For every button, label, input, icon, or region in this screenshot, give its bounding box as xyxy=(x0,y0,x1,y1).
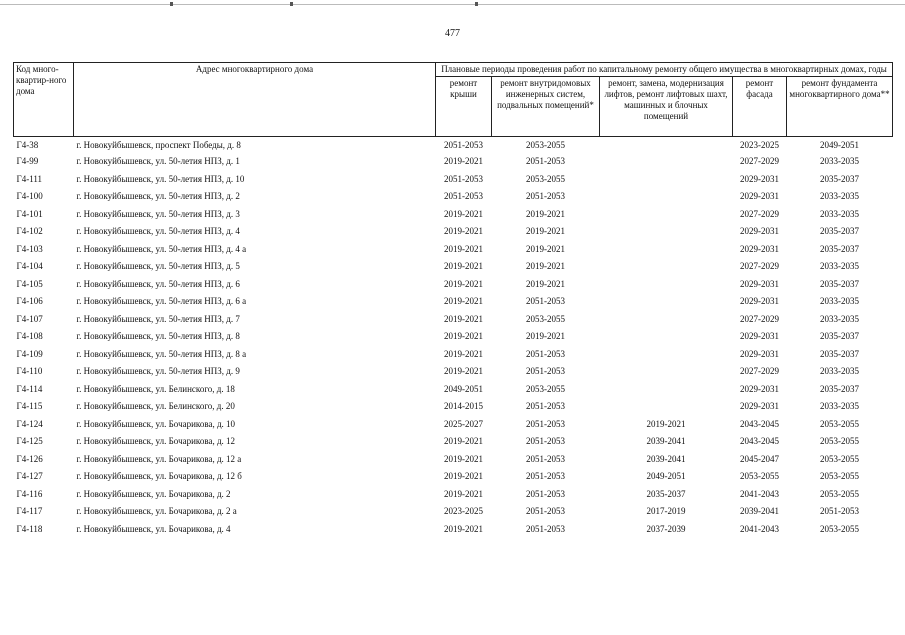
facade-period-cell: 2027-2029 xyxy=(740,208,779,219)
systems-period-cell: 2051-2053 xyxy=(526,296,565,307)
table-row xyxy=(14,328,893,346)
address-cell: г. Новокуйбышевск, ул. Бочарикова, д. 12 б xyxy=(76,471,242,482)
address-cell: г. Новокуйбышевск, ул. Бочарикова, д. 2 а xyxy=(76,506,237,517)
table-row xyxy=(14,346,893,364)
systems-period-cell: 2051-2053 xyxy=(526,191,565,202)
roof-period-cell: 2019-2021 xyxy=(444,471,483,482)
roof-period-cell: 2019-2021 xyxy=(444,348,483,359)
facade-period-cell: 2023-2025 xyxy=(740,139,779,150)
foundation-period-cell: 2049-2051 xyxy=(820,139,860,150)
foundation-period-cell: 2051-2053 xyxy=(820,506,860,517)
code-cell: Г4-125 xyxy=(16,436,43,447)
roof-period-cell: 2019-2021 xyxy=(444,488,483,499)
roof-period-cell: 2014-2015 xyxy=(444,401,483,412)
systems-period-cell: 2019-2021 xyxy=(526,226,565,237)
page-number: 477 xyxy=(445,28,460,39)
lifts-period-cell xyxy=(600,276,733,294)
address-cell: г. Новокуйбышевск, ул. 50-летия НПЗ, д. 7 xyxy=(76,313,240,324)
code-cell: Г4-117 xyxy=(16,506,43,517)
roof-period-cell: 2019-2021 xyxy=(444,156,483,167)
systems-period-cell: 2051-2053 xyxy=(526,366,565,377)
address-cell: г. Новокуйбышевск, ул. 50-летия НПЗ, д. 8 а xyxy=(76,348,247,359)
roof-period-cell: 2049-2051 xyxy=(444,383,483,394)
facade-period-cell: 2029-2031 xyxy=(740,401,779,412)
header-code: Код много-квартир-ного дома xyxy=(14,63,74,137)
code-cell: Г4-126 xyxy=(16,453,43,464)
lifts-period-cell: 2017-2019 xyxy=(646,506,686,517)
table-row xyxy=(14,311,893,329)
lifts-period-cell xyxy=(600,328,733,346)
lifts-period-cell: 2049-2051 xyxy=(646,471,686,482)
address-cell: г. Новокуйбышевск, ул. Белинского, д. 18 xyxy=(76,383,235,394)
address-cell: г. Новокуйбышевск, ул. Бочарикова, д. 4 xyxy=(76,523,231,534)
header-roof: ремонт крыши xyxy=(436,77,492,137)
lifts-period-cell xyxy=(600,311,733,329)
roof-period-cell: 2019-2021 xyxy=(444,243,483,254)
foundation-period-cell: 2033-2035 xyxy=(820,156,860,167)
systems-period-cell: 2053-2055 xyxy=(526,173,565,184)
lifts-period-cell xyxy=(600,363,733,381)
systems-period-cell: 2051-2053 xyxy=(526,523,565,534)
systems-period-cell: 2051-2053 xyxy=(526,348,565,359)
address-cell: г. Новокуйбышевск, ул. Бочарикова, д. 12 а xyxy=(76,453,242,464)
header-lifts: ремонт, замена, модернизация лифтов, ремонт лифтовых шахт, машинных и блочных помещений xyxy=(600,77,733,137)
systems-period-cell: 2053-2055 xyxy=(526,139,565,150)
lifts-period-cell xyxy=(600,223,733,241)
code-cell: Г4-114 xyxy=(16,383,43,394)
lifts-period-cell xyxy=(600,398,733,416)
lifts-period-cell xyxy=(600,137,733,154)
roof-period-cell: 2019-2021 xyxy=(444,331,483,342)
roof-period-cell: 2051-2053 xyxy=(444,173,483,184)
facade-period-cell: 2029-2031 xyxy=(740,173,779,184)
address-cell: г. Новокуйбышевск, ул. Бочарикова, д. 10 xyxy=(76,418,236,429)
roof-period-cell: 2019-2021 xyxy=(444,313,483,324)
foundation-period-cell: 2053-2055 xyxy=(820,418,860,429)
foundation-period-cell: 2033-2035 xyxy=(820,401,860,412)
roof-period-cell: 2019-2021 xyxy=(444,296,483,307)
facade-period-cell: 2029-2031 xyxy=(740,348,779,359)
code-cell: Г4-103 xyxy=(16,243,43,254)
scan-mark xyxy=(170,2,173,6)
address-cell: г. Новокуйбышевск, ул. 50-летия НПЗ, д. 2 xyxy=(76,191,240,202)
address-cell: г. Новокуйбышевск, ул. Бочарикова, д. 12 xyxy=(76,436,236,447)
lifts-period-cell xyxy=(600,241,733,259)
roof-period-cell: 2051-2053 xyxy=(444,191,483,202)
code-cell: Г4-38 xyxy=(16,139,39,150)
systems-period-cell: 2051-2053 xyxy=(526,488,565,499)
lifts-period-cell xyxy=(600,258,733,276)
table-row xyxy=(14,503,893,521)
facade-period-cell: 2029-2031 xyxy=(740,191,779,202)
lifts-period-cell xyxy=(600,206,733,224)
code-cell: Г4-105 xyxy=(16,278,43,289)
facade-period-cell: 2043-2045 xyxy=(740,418,779,429)
facade-period-cell: 2039-2041 xyxy=(740,506,779,517)
table-row xyxy=(14,206,893,224)
address-cell: г. Новокуйбышевск, ул. Белинского, д. 20 xyxy=(76,401,235,412)
address-cell: г. Новокуйбышевск, ул. 50-летия НПЗ, д. 6 xyxy=(76,278,240,289)
foundation-period-cell: 2035-2037 xyxy=(820,348,860,359)
code-cell: Г4-109 xyxy=(16,348,43,359)
lifts-period-cell: 2039-2041 xyxy=(646,436,686,447)
lifts-period-cell: 2039-2041 xyxy=(646,453,686,464)
table-row xyxy=(14,398,893,416)
facade-period-cell: 2027-2029 xyxy=(740,313,779,324)
table-row xyxy=(14,451,893,469)
code-cell: Г4-127 xyxy=(16,471,43,482)
roof-period-cell: 2019-2021 xyxy=(444,278,483,289)
foundation-period-cell: 2033-2035 xyxy=(820,313,860,324)
roof-period-cell: 2019-2021 xyxy=(444,523,483,534)
foundation-period-cell: 2035-2037 xyxy=(820,278,860,289)
table-row xyxy=(14,258,893,276)
code-cell: Г4-102 xyxy=(16,226,43,237)
table-row xyxy=(14,241,893,259)
table-row xyxy=(14,171,893,189)
lifts-period-cell: 2019-2021 xyxy=(646,418,686,429)
scan-mark xyxy=(290,2,293,6)
facade-period-cell: 2027-2029 xyxy=(740,261,779,272)
table-row xyxy=(14,416,893,434)
table-body xyxy=(14,137,893,539)
code-cell: Г4-111 xyxy=(16,173,43,184)
lifts-period-cell xyxy=(600,381,733,399)
systems-period-cell: 2053-2055 xyxy=(526,313,565,324)
foundation-period-cell: 2035-2037 xyxy=(820,226,860,237)
header-periods: Плановые периоды проведения работ по капитальному ремонту общего имущества в многоквартирных домах, годы xyxy=(436,63,893,77)
table-row xyxy=(14,293,893,311)
systems-period-cell: 2019-2021 xyxy=(526,331,565,342)
systems-period-cell: 2051-2053 xyxy=(526,156,565,167)
address-cell: г. Новокуйбышевск, ул. 50-летия НПЗ, д. 5 xyxy=(76,261,240,272)
foundation-period-cell: 2053-2055 xyxy=(820,523,860,534)
foundation-period-cell: 2033-2035 xyxy=(820,261,860,272)
lifts-period-cell: 2037-2039 xyxy=(646,523,686,534)
code-cell: Г4-110 xyxy=(16,366,43,377)
facade-period-cell: 2043-2045 xyxy=(740,436,779,447)
code-cell: Г4-99 xyxy=(16,156,39,167)
address-cell: г. Новокуйбышевск, ул. 50-летия НПЗ, д. 10 xyxy=(76,173,245,184)
table-row xyxy=(14,276,893,294)
foundation-period-cell: 2035-2037 xyxy=(820,243,860,254)
table-row xyxy=(14,433,893,451)
table-row xyxy=(14,188,893,206)
facade-period-cell: 2029-2031 xyxy=(740,278,779,289)
systems-period-cell: 2051-2053 xyxy=(526,506,565,517)
address-cell: г. Новокуйбышевск, ул. 50-летия НПЗ, д. 8 xyxy=(76,331,240,342)
foundation-period-cell: 2033-2035 xyxy=(820,208,860,219)
header-foundation: ремонт фундамента многоквартирного дома** xyxy=(787,77,893,137)
facade-period-cell: 2029-2031 xyxy=(740,383,779,394)
lifts-period-cell xyxy=(600,293,733,311)
address-cell: г. Новокуйбышевск, ул. Бочарикова, д. 2 xyxy=(76,488,231,499)
foundation-period-cell: 2035-2037 xyxy=(820,383,860,394)
systems-period-cell: 2053-2055 xyxy=(526,383,565,394)
table-row xyxy=(14,137,893,154)
lifts-period-cell xyxy=(600,188,733,206)
foundation-period-cell: 2053-2055 xyxy=(820,471,860,482)
foundation-period-cell: 2033-2035 xyxy=(820,296,860,307)
table-row xyxy=(14,381,893,399)
code-cell: Г4-101 xyxy=(16,208,43,219)
address-cell: г. Новокуйбышевск, ул. 50-летия НПЗ, д. 1 xyxy=(76,156,240,167)
table-row xyxy=(14,468,893,486)
roof-period-cell: 2019-2021 xyxy=(444,436,483,447)
roof-period-cell: 2023-2025 xyxy=(444,506,483,517)
code-cell: Г4-107 xyxy=(16,313,43,324)
lifts-period-cell: 2035-2037 xyxy=(646,488,686,499)
roof-period-cell: 2025-2027 xyxy=(444,418,483,429)
systems-period-cell: 2051-2053 xyxy=(526,401,565,412)
facade-period-cell: 2027-2029 xyxy=(740,366,779,377)
header-facade: ремонт фасада xyxy=(733,77,787,137)
facade-period-cell: 2029-2031 xyxy=(740,226,779,237)
facade-period-cell: 2053-2055 xyxy=(740,471,779,482)
header-address: Адрес многоквартирного дома xyxy=(74,63,436,137)
systems-period-cell: 2019-2021 xyxy=(526,243,565,254)
systems-period-cell: 2019-2021 xyxy=(526,278,565,289)
scan-mark xyxy=(475,2,478,6)
roof-period-cell: 2019-2021 xyxy=(444,453,483,464)
foundation-period-cell: 2033-2035 xyxy=(820,366,860,377)
foundation-period-cell: 2035-2037 xyxy=(820,173,860,184)
roof-period-cell: 2051-2053 xyxy=(444,139,483,150)
code-cell: Г4-104 xyxy=(16,261,43,272)
table-row xyxy=(14,486,893,504)
table-row xyxy=(14,153,893,171)
table-row xyxy=(14,363,893,381)
address-cell: г. Новокуйбышевск, ул. 50-летия НПЗ, д. 9 xyxy=(76,366,240,377)
lifts-period-cell xyxy=(600,153,733,171)
facade-period-cell: 2029-2031 xyxy=(740,331,779,342)
facade-period-cell: 2029-2031 xyxy=(740,296,779,307)
systems-period-cell: 2051-2053 xyxy=(526,471,565,482)
table-row xyxy=(14,223,893,241)
facade-period-cell: 2045-2047 xyxy=(740,453,779,464)
code-cell: Г4-108 xyxy=(16,331,43,342)
lifts-period-cell xyxy=(600,171,733,189)
lifts-period-cell xyxy=(600,346,733,364)
foundation-period-cell: 2053-2055 xyxy=(820,488,860,499)
top-rule xyxy=(0,4,905,5)
code-cell: Г4-100 xyxy=(16,191,43,202)
repair-schedule-table xyxy=(13,62,893,538)
facade-period-cell: 2027-2029 xyxy=(740,156,779,167)
address-cell: г. Новокуйбышевск, проспект Победы, д. 8 xyxy=(76,139,241,150)
systems-period-cell: 2051-2053 xyxy=(526,436,565,447)
foundation-period-cell: 2033-2035 xyxy=(820,191,860,202)
roof-period-cell: 2019-2021 xyxy=(444,208,483,219)
foundation-period-cell: 2053-2055 xyxy=(820,453,860,464)
roof-period-cell: 2019-2021 xyxy=(444,366,483,377)
address-cell: г. Новокуйбышевск, ул. 50-летия НПЗ, д. 3 xyxy=(76,208,240,219)
facade-period-cell: 2029-2031 xyxy=(740,243,779,254)
code-cell: Г4-106 xyxy=(16,296,43,307)
facade-period-cell: 2041-2043 xyxy=(740,488,779,499)
address-cell: г. Новокуйбышевск, ул. 50-летия НПЗ, д. 4 xyxy=(76,226,240,237)
code-cell: Г4-116 xyxy=(16,488,43,499)
header-systems: ремонт внутридомовых инженерных систем, подвальных помещений* xyxy=(492,77,600,137)
roof-period-cell: 2019-2021 xyxy=(444,261,483,272)
systems-period-cell: 2019-2021 xyxy=(526,208,565,219)
code-cell: Г4-118 xyxy=(16,523,43,534)
roof-period-cell: 2019-2021 xyxy=(444,226,483,237)
table-row xyxy=(14,521,893,539)
code-cell: Г4-115 xyxy=(16,401,43,412)
foundation-period-cell: 2035-2037 xyxy=(820,331,860,342)
address-cell: г. Новокуйбышевск, ул. 50-летия НПЗ, д. 6 а xyxy=(76,296,247,307)
systems-period-cell: 2051-2053 xyxy=(526,418,565,429)
systems-period-cell: 2051-2053 xyxy=(526,453,565,464)
code-cell: Г4-124 xyxy=(16,418,43,429)
systems-period-cell: 2019-2021 xyxy=(526,261,565,272)
address-cell: г. Новокуйбышевск, ул. 50-летия НПЗ, д. 4 а xyxy=(76,243,247,254)
facade-period-cell: 2041-2043 xyxy=(740,523,779,534)
foundation-period-cell: 2053-2055 xyxy=(820,436,860,447)
